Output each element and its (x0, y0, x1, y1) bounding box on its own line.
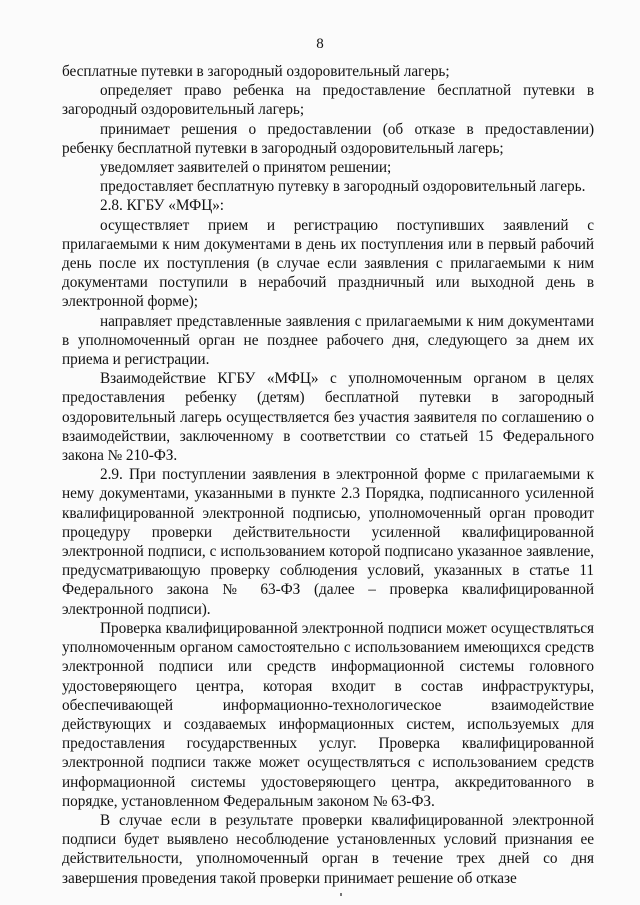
page-number: 8 (316, 36, 324, 52)
paragraph: бесплатные путевки в загородный оздоровительный лагерь; (62, 63, 450, 80)
paragraph: направляет представленные заявления с прилагаемыми к ним документами в уполномоченный орган не позднее рабочего дня, следующего за днем их приема и регистрации. (62, 312, 594, 369)
document-body (62, 62, 594, 888)
paragraph: В случае если в результате проверки квалифицированной электронной подписи будет выявлено несоблюдение установленных условий признания ее действительности, уполномоченный орган в течение трех дней со дня завершения проведения такой проверки принимает решение об отказе (62, 811, 594, 887)
paragraph: принимает решения о предоставлении (об отказе в предоставлении) ребенку бесплатной путевки в загородный оздоровительный лагерь; (62, 120, 594, 157)
paragraph: 2.9. При поступлении заявления в электронной форме с прилагаемыми к нему документами, указанными в пункте 2.3 Порядка, подписанного усиленной квалифицированной электронной подписью, уполномоченный орган проводит процедуру проверки действительности усиленной квалифицированной электронной подписи, с использованием которой подписано указанное заявление, предусматривающую проверку соблюдения условий, указанных в статье 11 Федерального закона № 63-ФЗ (далее – проверка квалифицированной электронной подписи). (62, 466, 594, 618)
paragraph: уведомляет заявителей о принятом решении; (100, 159, 392, 177)
section-heading: 2.8. КГБУ «МФЦ»: (100, 197, 224, 215)
paragraph: Взаимодействие КГБУ «МФЦ» с уполномоченным органом в целях предоставления ребенку (детям) бесплатной путевки в загородный оздоровительный лагерь осуществляется без участия заявителя по соглашению о взаимодействии, заключенному в соответствии со статьей 15 Федерального закона № 210-ФЗ. (62, 370, 594, 465)
paragraph: Проверка квалифицированной электронной подписи может осуществляться уполномоченным органом самостоятельно с использованием имеющихся средств электронной подписи или средств информационной системы головного удостоверяющего центра, которая входит в состав инфраструктуры, обеспечивающей информационно-технологическое взаимодействие действующих и создаваемых информационных систем, используемых для предоставления государственных услуг. Проверка квалифицированной электронной подписи также может осуществляться с использованием средств информационной системы удостоверяющего центра, аккредитованного в порядке, установленном Федеральным законом № 63-ФЗ. (62, 619, 594, 810)
paragraph: осуществляет прием и регистрацию поступивших заявлений с прилагаемыми к ним документами в день их поступления или в первый рабочий день после их поступления (в случае если заявления с прилагаемыми к ним документами поступили в нерабочий праздничный или выходной день в электронной форме); (62, 216, 594, 311)
scan-artifact (340, 893, 342, 896)
paragraph: определяет право ребенка на предоставление бесплатной путевки в загородный оздоровительный лагерь; (62, 82, 594, 119)
paragraph: предоставляет бесплатную путевку в загородный оздоровительный лагерь. (100, 178, 586, 196)
